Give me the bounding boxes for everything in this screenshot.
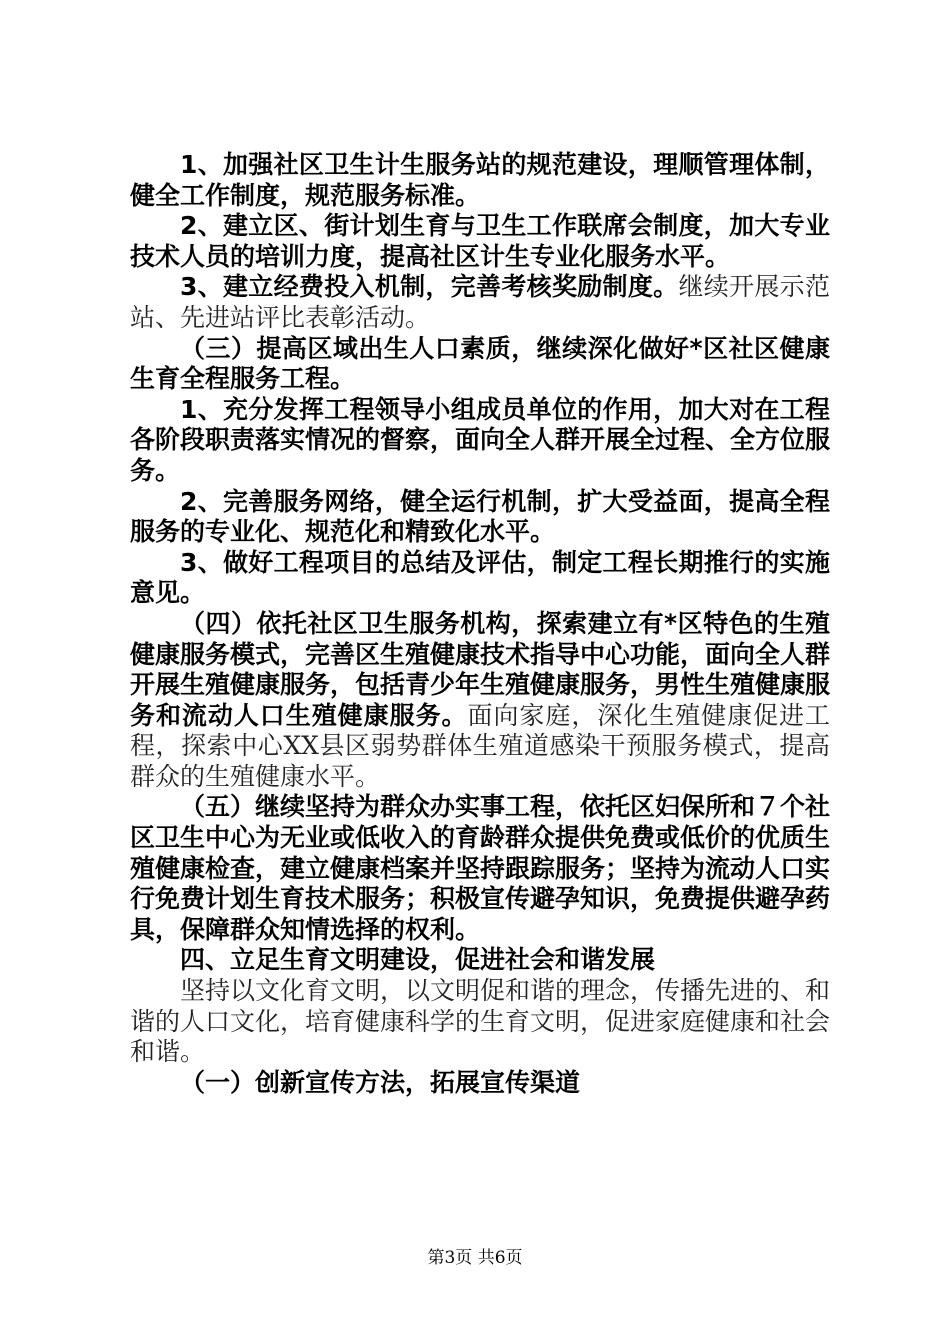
paragraph-1 bbox=[130, 150, 830, 211]
paragraph-text: （四）依托社区卫生服务机构，探索建立有*区特色的生殖健康服务模式，完善区生殖健康技术指导中心功能，面向全人群开展生殖健康服务，包括青少年生殖健康服务，男性生殖健康服务和流动人口生殖健康服务。 bbox=[130, 608, 831, 730]
chapter-heading-4 bbox=[130, 945, 830, 976]
paragraph-2 bbox=[130, 211, 830, 272]
section-heading-5 bbox=[130, 792, 830, 945]
section-heading-4 bbox=[130, 609, 830, 793]
paragraph-4 bbox=[130, 395, 830, 487]
paragraph-text: 3、建立经费投入机制，完善考核奖励制度。 bbox=[180, 272, 679, 302]
paragraph-3 bbox=[130, 272, 830, 333]
paragraph-text: （一）创新宣传方法，拓展宣传渠道 bbox=[180, 1067, 581, 1097]
paragraph-text: （三）提高区域出生人口素质，继续深化做好*区社区健康生育全程服务工程。 bbox=[130, 333, 830, 394]
paragraph-text: 2、完善服务网络，健全运行机制，扩大受益面，提高全程服务的专业化、规范化和精致化水平。 bbox=[130, 486, 830, 547]
document-body bbox=[130, 150, 830, 1098]
page-footer bbox=[0, 1243, 950, 1268]
paragraph-5 bbox=[130, 487, 830, 548]
paragraph-6 bbox=[130, 548, 830, 609]
paragraph-text-light: 面向家庭，深化生殖健康促进工程，探索中心XX县区弱势群体生殖道感染干预服务模式，提高群众的生殖健康水平。 bbox=[130, 700, 830, 791]
paragraph-text-light: 坚持以文化育文明，以文明促和谐的理念，传播先进的、和谐的人口文化，培育健康科学的生育文明，促进家庭健康和社会和谐。 bbox=[130, 976, 831, 1067]
paragraph-text: （五）继续坚持为群众办实事工程，依托区妇保所和７个社区卫生中心为无业或低收入的育龄群众提供免费或低价的优质生殖健康检查，建立健康档案并坚持跟踪服务；坚持为流动人口实行免费计划生育技术服务；积极宣传避孕知识，免费提供避孕药具，保障群众知情选择的权利。 bbox=[130, 792, 831, 944]
paragraph-7 bbox=[130, 976, 830, 1068]
section-heading-3 bbox=[130, 334, 830, 395]
paragraph-text: 四、立足生育文明建设，促进社会和谐发展 bbox=[180, 945, 656, 975]
paragraph-text: 2、建立区、街计划生育与卫生工作联席会制度，加大专业技术人员的培训力度，提高社区计生专业化服务水平。 bbox=[130, 211, 830, 271]
paragraph-text: 1、充分发挥工程领导小组成员单位的作用，加大对在工程各阶段职责落实情况的督察，面向全人群开展全过程、全方位服务。 bbox=[130, 394, 831, 485]
section-heading-1 bbox=[130, 1068, 830, 1099]
paragraph-text: 3、做好工程项目的总结及评估，制定工程长期推行的实施意见。 bbox=[130, 547, 830, 608]
page-number: 第3页 共6页 bbox=[427, 1248, 523, 1268]
paragraph-text-light: 继续开展示范站、先进站评比表彰活动。 bbox=[130, 272, 830, 332]
paragraph-text: 1、加强社区卫生计生服务站的规范建设，理顺管理体制，健全工作制度，规范服务标准。 bbox=[130, 150, 830, 210]
